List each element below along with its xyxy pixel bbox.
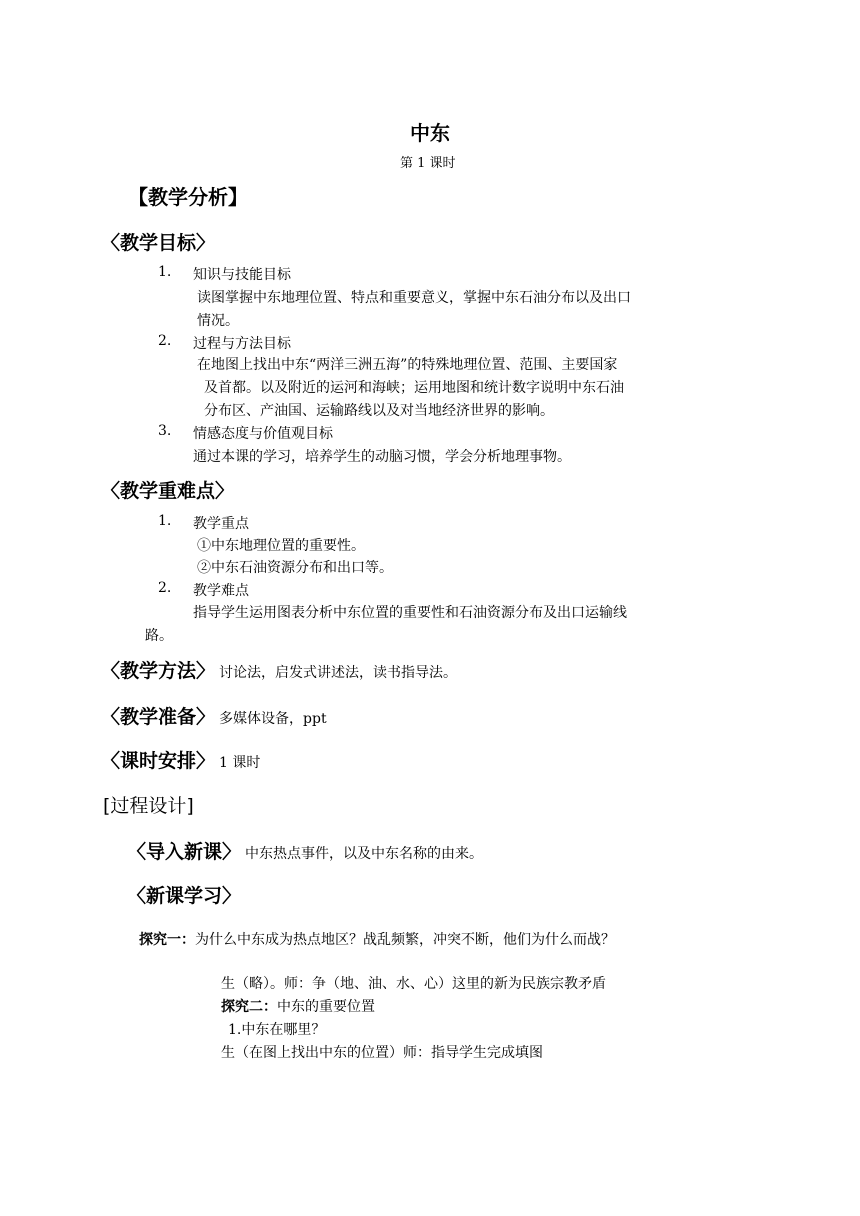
- document-title: 中东: [410, 121, 450, 145]
- document-subtitle: 第 1 课时: [400, 156, 456, 171]
- keypoint-2-line-1: 指导学生运用图表分析中东位置的重要性和石油资源分布及出口运输线: [193, 605, 627, 621]
- intro-row: [127, 837, 483, 864]
- answer-1: 生（略）。师：争（地、油、水、心）这里的新为民族宗教矛盾: [221, 976, 606, 992]
- keypoint-2-line-2: 路。: [145, 628, 173, 644]
- goal-1-line-2: 情况。: [197, 313, 239, 329]
- teaching-method-text: 讨论法，启发式讲述法，读书指导法。: [219, 665, 458, 681]
- goal-2-number: 2.: [158, 333, 172, 349]
- goal-2-line-2: 及首都。以及附近的运河和海峡；运用地图和统计数字说明中东石油: [204, 380, 624, 396]
- keypoint-1-line-2: ②中东石油资源分布和出口等。: [197, 560, 393, 576]
- keypoint-2-number: 2.: [158, 580, 172, 596]
- explore-1-row: [139, 929, 615, 949]
- heading-new-lesson: 〈新课学习〉: [127, 885, 242, 907]
- goal-1-label: 知识与技能目标: [193, 267, 291, 283]
- section-teaching-analysis: 【教学分析】: [128, 185, 248, 209]
- explore-1-label: 探究一：: [139, 932, 195, 948]
- goal-3-number: 3.: [158, 423, 172, 439]
- teaching-method-row: [101, 656, 457, 683]
- question-1: 1.中东在哪里？: [228, 1022, 326, 1038]
- keypoint-1-number: 1.: [158, 513, 172, 529]
- heading-teaching-goals: 〈教学目标〉: [101, 232, 216, 254]
- schedule-text: 1 课时: [219, 755, 261, 771]
- keypoint-1-line-1: ①中东地理位置的重要性。: [197, 538, 365, 554]
- goal-3-line-1: 通过本课的学习，培养学生的动脑习惯，学会分析地理事物。: [193, 449, 571, 465]
- heading-schedule: 〈课时安排〉: [101, 750, 216, 772]
- goal-2-line-1: 在地图上找出中东“两洋三洲五海”的特殊地理位置、范围、主要国家: [197, 357, 618, 373]
- heading-teaching-method: 〈教学方法〉: [101, 660, 216, 682]
- goal-1-line-1: 读图掌握中东地理位置、特点和重要意义，掌握中东石油分布以及出口: [197, 290, 631, 306]
- explore-2-label: 探究二：: [221, 999, 277, 1015]
- teaching-prep-text: 多媒体设备，ppt: [219, 711, 327, 727]
- explore-1-text: 为什么中东成为热点地区？战乱频繁，冲突不断，他们为什么而战？: [195, 932, 615, 948]
- goal-3-label: 情感态度与价值观目标: [193, 426, 333, 442]
- keypoint-1-label: 教学重点: [193, 516, 249, 532]
- teaching-prep-row: [101, 702, 327, 729]
- heading-key-difficult-points: 〈教学重难点〉: [101, 480, 235, 502]
- explore-2-text: 中东的重要位置: [277, 999, 375, 1015]
- goal-2-label: 过程与方法目标: [193, 336, 291, 352]
- heading-introduction: 〈导入新课〉: [127, 841, 242, 863]
- answer-2: 生（在图上找出中东的位置）师：指导学生完成填图: [221, 1045, 543, 1061]
- introduction-text: 中东热点事件，以及中东名称的由来。: [245, 846, 484, 862]
- goal-2-line-3: 分布区、产油国、运输路线以及对当地经济世界的影响。: [204, 403, 554, 419]
- heading-teaching-prep: 〈教学准备〉: [101, 706, 216, 728]
- heading-process-design: [过程设计]: [103, 795, 194, 817]
- keypoint-2-label: 教学难点: [193, 583, 249, 599]
- explore-2-row: [221, 996, 375, 1016]
- goal-1-number: 1.: [158, 264, 172, 280]
- schedule-row: [101, 746, 260, 773]
